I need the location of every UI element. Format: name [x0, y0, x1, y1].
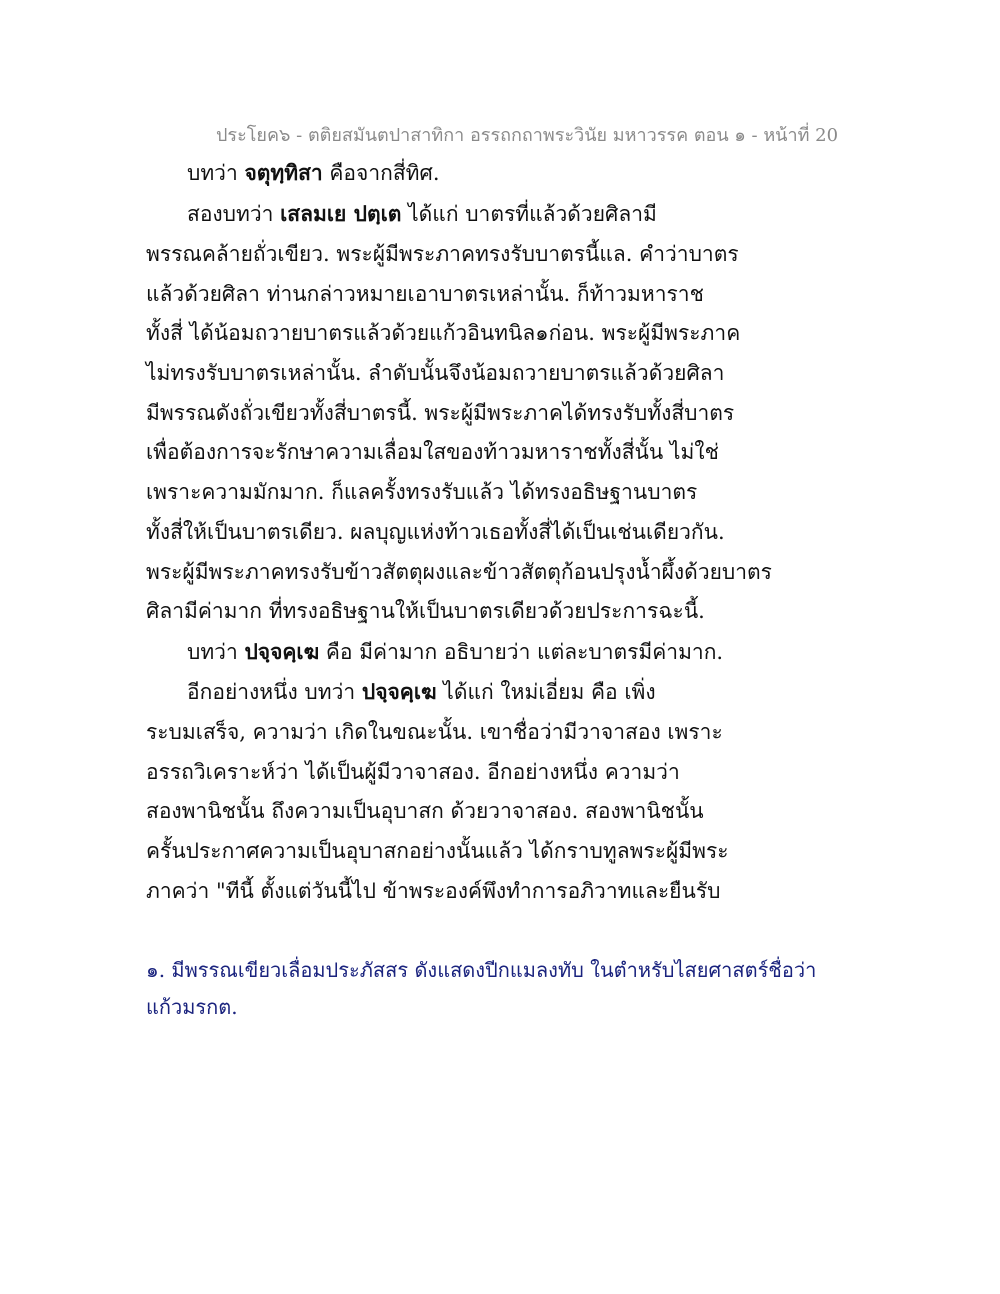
text-line-13	[187, 637, 887, 667]
page-header: ประโยค๖ - ตติยสมันตปาสาทิกา อรรถกถาพระวินัย มหาวรรค ตอน ๑ - หน้าที่ 20	[216, 125, 839, 146]
line-1-term: จตุทฺทิสา	[244, 160, 323, 185]
text-line-3: พรรณคล้ายถั่วเขียว. พระผู้มีพระภาคทรงรับบาตรนี้แล. คำว่าบาตร	[146, 242, 739, 266]
text-line-19: ภาคว่า "ทีนี้ ตั้งแต่วันนี้ไป ข้าพระองค์พึงทำการอภิวาทและยืนรับ	[146, 879, 721, 903]
text-line-12: ศิลามีค่ามาก ที่ทรงอธิษฐานให้เป็นบาตรเดียวด้วยประการฉะนี้.	[146, 599, 705, 623]
text-line-6: ไม่ทรงรับบาตรเหล่านั้น. ลำดับนั้นจึงน้อมถวายบาตรแล้วด้วยศิลา	[146, 361, 725, 385]
line-2-term: เสลมเย ปตฺเต	[280, 201, 402, 226]
footnote-line-2: แก้วมรกต.	[146, 995, 238, 1019]
line-13-term: ปจฺจคฺเฆ	[244, 639, 320, 664]
footnote-line-1: ๑. มีพรรณเขียวเลื่อมประภัสสร ดังแสดงปีกแมลงทับ ในตำหรับไสยศาสตร์ชื่อว่า	[146, 958, 817, 982]
line-14-post: ได้แก่ ใหม่เอี่ยม คือ เพิ่ง	[436, 680, 656, 704]
text-line-11: พระผู้มีพระภาคทรงรับข้าวสัตตุผงและข้าวสัตตุก้อนปรุงน้ำผึ้งด้วยบาตร	[146, 560, 772, 584]
text-line-18: ครั้นประกาศความเป็นอุบาสกอย่างนั้นแล้ว ได้กราบทูลพระผู้มีพระ	[146, 839, 729, 863]
text-line-9: เพราะความมักมาก. ก็แลครั้งทรงรับแล้ว ได้ทรงอธิษฐานบาตร	[146, 480, 698, 504]
text-line-10: ทั้งสี่ให้เป็นบาตรเดียว. ผลบุญแห่งท้าวเธอทั้งสี่ได้เป็นเช่นเดียวกัน.	[146, 520, 725, 544]
text-line-15: ระบมเสร็จ, ความว่า เกิดในขณะนั้น. เขาชื่อว่ามีวาจาสอง เพราะ	[146, 720, 723, 744]
text-line-1	[187, 158, 887, 188]
text-line-4: แล้วด้วยศิลา ท่านกล่าวหมายเอาบาตรเหล่านั้น. ก็ท้าวมหาราช	[146, 282, 704, 306]
text-line-2	[187, 199, 887, 229]
line-1-post: คือจากสี่ทิศ.	[322, 161, 440, 185]
text-line-16: อรรถวิเคราะห์ว่า ได้เป็นผู้มีวาจาสอง. อีกอย่างหนึ่ง ความว่า	[146, 760, 680, 784]
line-14-term: ปจฺจคฺเฆ	[361, 679, 437, 704]
line-13-post: คือ มีค่ามาก อธิบายว่า แต่ละบาตรมีค่ามาก.	[319, 640, 724, 664]
line-2-pre: สองบทว่า	[187, 202, 281, 226]
text-line-8: เพื่อต้องการจะรักษาความเลื่อมใสของท้าวมหาราชทั้งสี่นั้น ไม่ใช่	[146, 440, 719, 464]
text-line-7: มีพรรณดังถั่วเขียวทั้งสี่บาตรนี้. พระผู้มีพระภาคได้ทรงรับทั้งสี่บาตร	[146, 401, 735, 425]
line-13-pre: บทว่า	[187, 640, 245, 664]
line-2-post: ได้แก่ บาตรที่แล้วด้วยศิลามี	[401, 202, 657, 226]
text-line-14	[187, 677, 887, 707]
text-line-5: ทั้งสี่ ได้น้อมถวายบาตรแล้วด้วยแก้วอินทนิล๑ก่อน. พระผู้มีพระภาค	[146, 321, 741, 345]
line-1-pre: บทว่า	[187, 161, 245, 185]
text-line-17: สองพานิชนั้น ถึงความเป็นอุบาสก ด้วยวาจาสอง. สองพานิชนั้น	[146, 799, 704, 823]
line-14-pre: อีกอย่างหนึ่ง บทว่า	[187, 680, 362, 704]
